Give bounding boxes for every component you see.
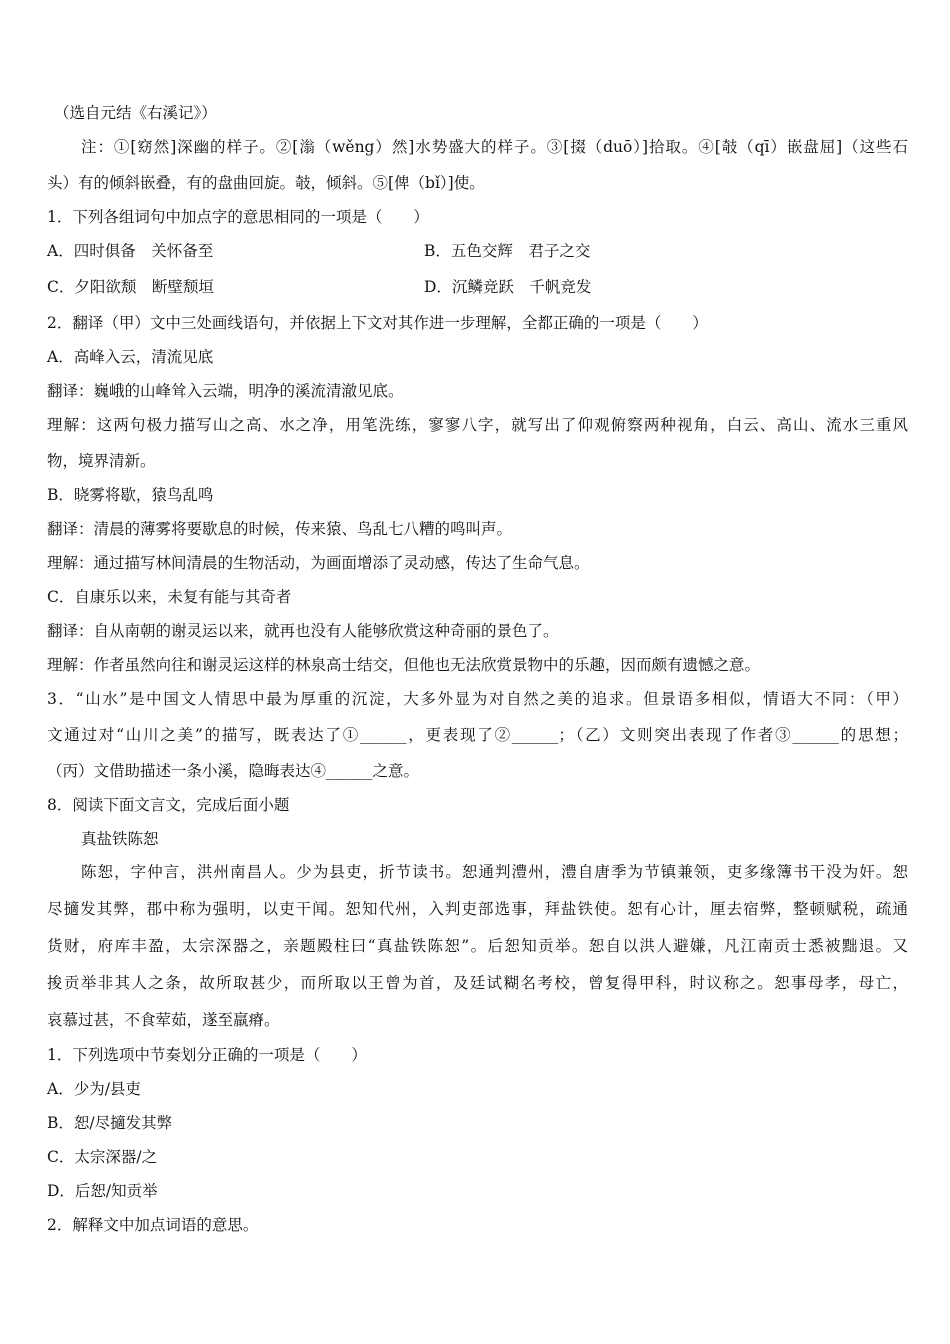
q2-stem: 2．翻译（甲）文中三处画线语句，并依据上下文对其作进一步理解，全都正确的一项是（ ） [47, 314, 708, 332]
q1-options-row-1 [47, 241, 908, 261]
q8-2-stem: 2．解释文中加点词语的意思。 [47, 1216, 259, 1234]
q2-a-understanding-line-2: 物，境界清新。 [47, 452, 156, 470]
q2-a-translation: 翻译：巍峨的山峰耸入云端，明净的溪流清澈见底。 [47, 382, 404, 400]
passage-body-line-5: 哀慕过甚，不食荤茹，遂至羸瘠。 [47, 1011, 280, 1029]
q1-option-b[interactable]: B．五色交辉 君子之交 [424, 242, 591, 260]
q1-option-c[interactable]: C．夕阳欲颓 断壁颓垣 [47, 278, 214, 296]
q8-1-stem: 1．下列选项中节奏划分正确的一项是（ ） [47, 1046, 367, 1064]
q8-1-option-a[interactable]: A．少为/县吏 [47, 1080, 141, 1098]
q1-stem: 1．下列各组词句中加点字的意思相同的一项是（ ） [47, 208, 429, 226]
q2-b-understanding: 理解：通过描写林间清晨的生物活动，为画面增添了灵动感，传达了生命气息。 [47, 554, 590, 572]
q3-line-1: 3．“山水”是中国文人情思中最为厚重的沉淀，大多外显为对自然之美的追求。但景语多相似，情语大不同：（甲） [47, 690, 908, 708]
q2-a-understanding-line-1: 理解：这两句极力描写山之高、水之净，用笔洗练，寥寥八字，就写出了仰观俯察两种视角，白云、高山、流水三重风 [47, 416, 908, 434]
passage-note-line-2: 头）有的倾斜嵌叠，有的盘曲回旋。攲，倾斜。⑤[俾（bǐ）]使。 [47, 174, 485, 192]
passage-body-line-2: 尽擿发其弊，郡中称为强明，以吏干闻。恕知代州，入判吏部选事，拜盐铁使。恕有心计，厘去宿弊，整顿赋税，疏通 [47, 900, 908, 918]
q8-1-option-b[interactable]: B．恕/尽擿发其弊 [47, 1114, 173, 1132]
q2-option-b[interactable]: B．晓雾将歇，猿鸟乱鸣 [47, 486, 214, 504]
q3-line-2: 文通过对“山川之美”的描写，既表达了①______，更表现了②______；（乙）文则突出表现了作者③______的思想； [47, 726, 908, 744]
q8-1-option-d[interactable]: D．后恕/知贡举 [47, 1182, 158, 1200]
passage-title: 真盐铁陈恕 [81, 830, 159, 848]
q1-options-row-2 [47, 277, 908, 297]
q8-1-option-c[interactable]: C．太宗深器/之 [47, 1148, 158, 1166]
q2-option-c[interactable]: C．自康乐以来，未复有能与其奇者 [47, 588, 292, 606]
q2-c-understanding: 理解：作者虽然向往和谢灵运这样的林泉高士结交，但他也无法欣赏景物中的乐趣，因而颇有遗憾之意。 [47, 656, 761, 674]
q2-option-a[interactable]: A．高峰入云，清流见底 [47, 348, 214, 366]
passage-note-line-1: 注：①[窈然]深幽的样子。②[滃（wěng）然]水势盛大的样子。③[掇（duō）]拾取。④[攲（qī）嵌盘屈]（这些石 [81, 138, 908, 156]
passage-body-line-4: 捘贡举非其人之条，故所取甚少，而所取以王曾为首，及廷试糊名考校，曾复得甲科，时议称之。恕事母孝，母亡， [47, 974, 908, 992]
passage-body-line-3: 货财，府库丰盈，太宗深器之，亲题殿柱曰“真盐铁陈恕”。后恕知贡举。恕自以洪人避嫌，凡江南贡士悉被黜退。又 [47, 937, 908, 955]
section-8-heading: 8．阅读下面文言文，完成后面小题 [47, 796, 290, 814]
q2-c-translation: 翻译：自从南朝的谢灵运以来，就再也没有人能够欣赏这种奇丽的景色了。 [47, 622, 559, 640]
passage-source: （选自元结《右溪记》） [54, 104, 217, 122]
passage-body-line-1: 陈恕，字仲言，洪州南昌人。少为县吏，折节读书。恕通判澧州，澧自唐季为节镇兼领，吏多缘簿书干没为奸。恕 [81, 863, 908, 881]
q1-option-a[interactable]: A．四时俱备 关怀备至 [47, 242, 214, 260]
q2-b-translation: 翻译：清晨的薄雾将要歇息的时候，传来猿、鸟乱七八糟的鸣叫声。 [47, 520, 513, 538]
q1-option-d[interactable]: D．沉鳞竞跃 千帆竞发 [424, 278, 592, 296]
q3-line-3: （丙）文借助描述一条小溪，隐晦表达④______之意。 [47, 762, 420, 780]
